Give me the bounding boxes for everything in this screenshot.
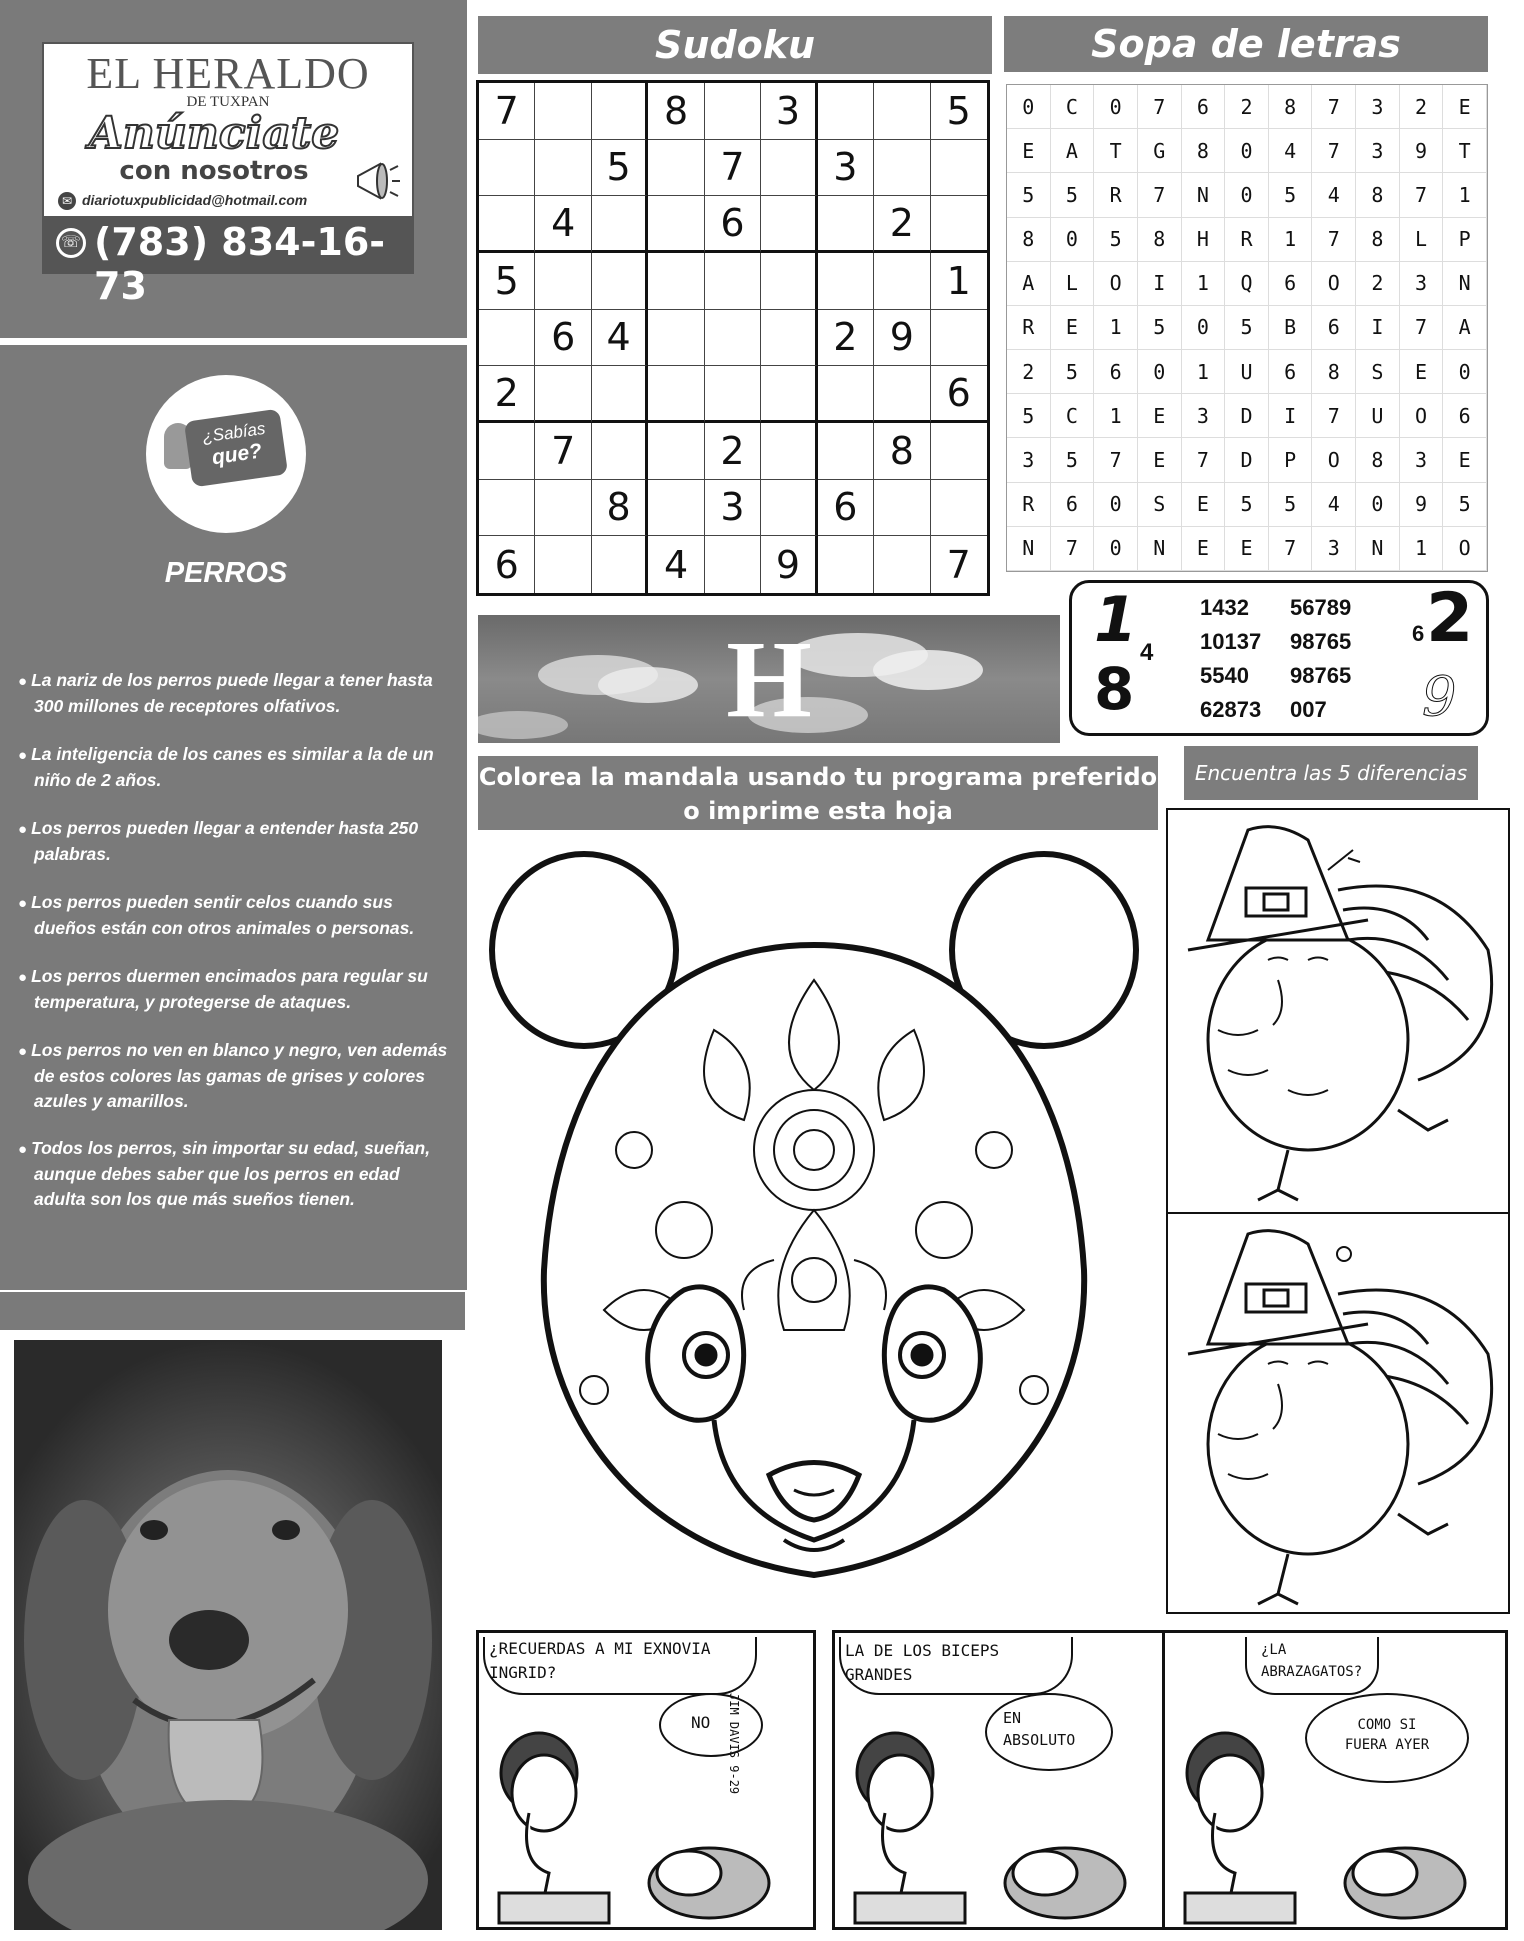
sudoku-cell xyxy=(535,536,591,593)
wordsearch-cell: 7 xyxy=(1400,173,1444,217)
wordsearch-cell: 0 xyxy=(1138,350,1182,394)
comic-panel-3 xyxy=(1162,1630,1508,1930)
fact-item: ● Los perros no ven en blanco y negro, ven además de estos colores las gamas de grises y colores azules y amarillos. xyxy=(10,1038,450,1136)
number-rows xyxy=(1200,591,1386,727)
sudoku-cell: 8 xyxy=(648,83,704,140)
wordsearch-cell: 0 xyxy=(1225,129,1269,173)
wordsearch-cell: E xyxy=(1182,527,1226,571)
sudoku-cell xyxy=(648,253,704,310)
sudoku-cell xyxy=(931,423,987,480)
difference-image-bottom xyxy=(1168,1214,1508,1612)
wordsearch-cell: P xyxy=(1269,438,1313,482)
wordsearch-cell: 6 xyxy=(1051,483,1095,527)
wordsearch-cell: 4 xyxy=(1269,129,1313,173)
wordsearch-cell: 3 xyxy=(1356,129,1400,173)
fact-item: ● Todos los perros, sin importar su edad, sueñan, aunque debes saber que los perros en edad adulta son los que más sueños tienen. xyxy=(10,1136,450,1210)
number-cell: 1432 xyxy=(1200,595,1249,620)
wordsearch-cell: T xyxy=(1443,129,1487,173)
wordsearch-cell: L xyxy=(1051,262,1095,306)
sudoku-cell xyxy=(874,366,930,423)
sudoku-cell xyxy=(648,423,704,480)
wordsearch-cell: 5 xyxy=(1269,483,1313,527)
sudoku-cell: 2 xyxy=(479,366,535,423)
wordsearch-cell: E xyxy=(1138,394,1182,438)
wordsearch-cell: 5 xyxy=(1443,483,1487,527)
sudoku-cell xyxy=(648,310,704,367)
sudoku-cell xyxy=(931,310,987,367)
sudoku-cell: 3 xyxy=(818,140,874,197)
sudoku-cell xyxy=(705,366,761,423)
fact-item: ● Los perros duermen encimados para regular su temperatura, y protegerse de ataques. xyxy=(10,964,450,1038)
sudoku-cell xyxy=(818,196,874,253)
wordsearch-cell: 0 xyxy=(1225,173,1269,217)
sudoku-cell xyxy=(535,253,591,310)
wordsearch-cell: 3 xyxy=(1007,438,1051,482)
number-row xyxy=(1200,625,1386,659)
sudoku-cell xyxy=(818,366,874,423)
wordsearch-cell: 6 xyxy=(1269,262,1313,306)
differences-title: Encuentra las 5 diferencias xyxy=(1184,746,1478,800)
wordsearch-cell: N xyxy=(1443,262,1487,306)
sudoku-cell xyxy=(874,253,930,310)
wordsearch-cell: U xyxy=(1225,350,1269,394)
wordsearch-cell: I xyxy=(1269,394,1313,438)
speech-bubble-icon xyxy=(184,409,288,488)
sudoku-cell xyxy=(761,140,817,197)
wordsearch-cell: 2 xyxy=(1356,262,1400,306)
wordsearch-cell: D xyxy=(1225,394,1269,438)
jon-character xyxy=(1165,1633,1505,1927)
megaphone-icon xyxy=(352,156,402,206)
wordsearch-cell: 0 xyxy=(1443,350,1487,394)
big-number: 1 xyxy=(1094,583,1138,656)
fact-item: ● Los perros pueden sentir celos cuando sus dueños están con otros animales o personas. xyxy=(10,890,450,964)
wordsearch-cell: 5 xyxy=(1051,438,1095,482)
wordsearch-cell: 8 xyxy=(1356,173,1400,217)
wordsearch-cell: S xyxy=(1356,350,1400,394)
wordsearch-cell: 7 xyxy=(1312,85,1356,129)
sabias-title: PERROS xyxy=(164,557,288,589)
big-number: 9 xyxy=(1422,665,1457,728)
comic-speech: ¿LA ABRAZAGATOS? xyxy=(1261,1642,1363,1680)
sudoku-cell: 7 xyxy=(705,140,761,197)
wordsearch-cell: 4 xyxy=(1312,483,1356,527)
wordsearch-cell: 5 xyxy=(1269,173,1313,217)
wordsearch-cell: P xyxy=(1443,218,1487,262)
wordsearch-cell: 2 xyxy=(1400,85,1444,129)
wordsearch-cell: A xyxy=(1051,129,1095,173)
wordsearch-cell: 0 xyxy=(1007,85,1051,129)
sudoku-cell: 7 xyxy=(946,542,971,587)
wordsearch-cell: R xyxy=(1225,218,1269,262)
sudoku-cell: 6 xyxy=(535,310,591,367)
sudoku-cell xyxy=(818,536,874,593)
wordsearch-cell: 0 xyxy=(1094,85,1138,129)
wordsearch-cell: 5 xyxy=(1225,306,1269,350)
sudoku-cell xyxy=(931,140,987,197)
wordsearch-cell: 8 xyxy=(1007,218,1051,262)
comic-panel-2 xyxy=(832,1630,1168,1930)
comic-speech: LA DE LOS BICEPS GRANDES xyxy=(845,1641,1000,1684)
wordsearch-cell: 4 xyxy=(1312,173,1356,217)
ad-headline: Anúnciate xyxy=(88,108,340,159)
sudoku-cell xyxy=(592,366,648,423)
sudoku-cell: 6 xyxy=(705,196,761,253)
wordsearch-cell: Q xyxy=(1225,262,1269,306)
wordsearch-cell: I xyxy=(1138,262,1182,306)
sudoku-cell xyxy=(592,536,648,593)
wordsearch-cell: 0 xyxy=(1356,483,1400,527)
wordsearch-cell: O xyxy=(1094,262,1138,306)
wordsearch-cell: B xyxy=(1269,306,1313,350)
wordsearch-cell: 6 xyxy=(1269,350,1313,394)
sudoku-cell: 9 xyxy=(761,536,817,593)
sudoku-cell xyxy=(648,366,704,423)
ad-box xyxy=(42,42,414,308)
wordsearch-cell: 7 xyxy=(1138,85,1182,129)
wordsearch-cell: 3 xyxy=(1400,438,1444,482)
wordsearch-cell: 5 xyxy=(1051,173,1095,217)
wordsearch-cell: E xyxy=(1182,483,1226,527)
wordsearch-cell: R xyxy=(1007,306,1051,350)
wordsearch-cell: 9 xyxy=(1400,129,1444,173)
sudoku-cell xyxy=(874,536,930,593)
wordsearch-cell: R xyxy=(1094,173,1138,217)
wordsearch-cell: N xyxy=(1182,173,1226,217)
sudoku-cell: 5 xyxy=(592,140,648,197)
sabias-badge-text-1: ¿Sabías xyxy=(201,418,267,447)
wordsearch-cell: 7 xyxy=(1312,129,1356,173)
number-cell: 98765 xyxy=(1290,663,1352,688)
sudoku-cell xyxy=(479,423,535,480)
wordsearch-cell: E xyxy=(1007,129,1051,173)
wordsearch-cell: 1 xyxy=(1094,394,1138,438)
wordsearch-cell: O xyxy=(1443,527,1487,571)
wordsearch-cell: 0 xyxy=(1094,527,1138,571)
wordsearch-cell: G xyxy=(1138,129,1182,173)
wordsearch-grid xyxy=(1006,84,1488,572)
wordsearch-cell: 7 xyxy=(1312,394,1356,438)
wordsearch-cell: O xyxy=(1312,438,1356,482)
sudoku-cell: 2 xyxy=(874,196,930,253)
wordsearch-cell: 1 xyxy=(1094,306,1138,350)
fact-item: ● La nariz de los perros puede llegar a tener hasta 300 millones de receptores olfativos. xyxy=(10,668,450,742)
wordsearch-cell: 1 xyxy=(1269,218,1313,262)
number-cell: 56789 xyxy=(1290,595,1352,620)
sudoku-cell: 1 xyxy=(931,253,987,310)
wordsearch-cell: 7 xyxy=(1312,218,1356,262)
mandala-caption-line-2: o imprime esta hoja xyxy=(683,797,953,825)
fact-item: ● La inteligencia de los canes es similar a la de un niño de 2 años. xyxy=(10,742,450,816)
number-cell: 10137 xyxy=(1200,629,1262,654)
wordsearch-cell: 0 xyxy=(1094,483,1138,527)
sudoku-cell xyxy=(818,253,874,310)
comic-thought: NO xyxy=(691,1713,711,1732)
sky-banner xyxy=(478,615,1060,743)
wordsearch-cell: E xyxy=(1051,306,1095,350)
wordsearch-cell: C xyxy=(1051,85,1095,129)
wordsearch-cell: L xyxy=(1400,218,1444,262)
wordsearch-cell: 7 xyxy=(1400,306,1444,350)
wordsearch-cell: 8 xyxy=(1269,85,1313,129)
wordsearch-cell: U xyxy=(1356,394,1400,438)
fact-item: ● Los perros pueden llegar a entender hasta 250 palabras. xyxy=(10,816,450,890)
sudoku-grid xyxy=(476,80,990,596)
sudoku-cell xyxy=(648,140,704,197)
wordsearch-cell: 8 xyxy=(1182,129,1226,173)
number-row xyxy=(1200,693,1386,727)
sudoku-cell xyxy=(479,480,535,537)
sudoku-cell xyxy=(479,140,535,197)
wordsearch-cell: 7 xyxy=(1182,438,1226,482)
wordsearch-cell: R xyxy=(1007,483,1051,527)
sudoku-cell xyxy=(761,253,817,310)
comic-signature: JIM DAVIS 9-29 xyxy=(727,1693,741,1795)
sudoku-cell: 6 xyxy=(931,366,987,423)
big-number: 2 xyxy=(1426,579,1474,658)
wordsearch-cell: 2 xyxy=(1007,350,1051,394)
wordsearch-cell: E xyxy=(1443,438,1487,482)
sudoku-cell xyxy=(648,480,704,537)
sudoku-cell: 3 xyxy=(705,480,761,537)
ad-subheadline: con nosotros xyxy=(119,156,309,186)
sudoku-cell xyxy=(761,366,817,423)
comic-panel-1 xyxy=(476,1630,816,1930)
sudoku-cell xyxy=(479,310,535,367)
sudoku-cell xyxy=(535,366,591,423)
wordsearch-cell: 9 xyxy=(1400,483,1444,527)
difference-image-top xyxy=(1168,810,1508,1214)
sudoku-cell: 4 xyxy=(592,310,648,367)
number-cell: 5540 xyxy=(1200,663,1249,688)
phone-icon: ☏ xyxy=(56,228,86,258)
wordsearch-cell: 1 xyxy=(1182,262,1226,306)
sudoku-cell xyxy=(592,83,648,140)
sudoku-cell xyxy=(761,196,817,253)
wordsearch-cell: 8 xyxy=(1312,350,1356,394)
wordsearch-cell: 6 xyxy=(1312,306,1356,350)
ad-email: diariotuxpublicidad@hotmail.com xyxy=(82,192,308,208)
left-divider-bar xyxy=(0,1292,465,1330)
sabias-badge-text-2: que? xyxy=(210,439,264,470)
wordsearch-cell: 3 xyxy=(1400,262,1444,306)
wordsearch-cell: 5 xyxy=(1138,306,1182,350)
puzzle-letter: H xyxy=(726,618,812,740)
comic-thought: COMO SI FUERA AYER xyxy=(1344,1717,1430,1753)
sudoku-cell xyxy=(535,480,591,537)
wordsearch-cell: D xyxy=(1225,438,1269,482)
sudoku-cell xyxy=(818,83,874,140)
wordsearch-cell: C xyxy=(1051,394,1095,438)
sudoku-cell xyxy=(874,83,930,140)
small-number: 4 xyxy=(1140,639,1154,666)
wordsearch-cell: E xyxy=(1225,527,1269,571)
sudoku-cell xyxy=(592,253,648,310)
panda-mandala xyxy=(484,850,1144,1590)
dog-photo xyxy=(14,1340,442,1930)
wordsearch-cell: E xyxy=(1400,350,1444,394)
wordsearch-cell: 1 xyxy=(1182,350,1226,394)
wordsearch-cell: N xyxy=(1007,527,1051,571)
sudoku-cell: 7 xyxy=(535,423,591,480)
big-number: 8 xyxy=(1094,655,1135,723)
wordsearch-cell: 5 xyxy=(1007,394,1051,438)
wordsearch-cell: 5 xyxy=(1051,350,1095,394)
wordsearch-cell: 8 xyxy=(1138,218,1182,262)
facts-list xyxy=(10,668,450,1210)
wordsearch-cell: N xyxy=(1138,527,1182,571)
sudoku-cell: 5 xyxy=(931,83,987,140)
differences-box xyxy=(1166,808,1510,1614)
sabias-badge xyxy=(146,375,306,533)
sudoku-title: Sudoku xyxy=(478,16,992,74)
small-number: 6 xyxy=(1412,621,1425,646)
wordsearch-cell: 3 xyxy=(1312,527,1356,571)
sudoku-cell xyxy=(648,196,704,253)
wordsearch-cell: 0 xyxy=(1051,218,1095,262)
wordsearch-cell: I xyxy=(1356,306,1400,350)
sudoku-cell: 4 xyxy=(648,536,704,593)
sudoku-cell xyxy=(592,423,648,480)
sudoku-cell: 3 xyxy=(761,83,817,140)
wordsearch-cell: 3 xyxy=(1356,85,1400,129)
wordsearch-cell: T xyxy=(1094,129,1138,173)
wordsearch-cell: 1 xyxy=(1400,527,1444,571)
wordsearch-cell: 7 xyxy=(1138,173,1182,217)
wordsearch-cell: 0 xyxy=(1182,306,1226,350)
wordsearch-cell: 5 xyxy=(1007,173,1051,217)
number-row xyxy=(1200,591,1386,625)
wordsearch-cell: 1 xyxy=(1443,173,1487,217)
wordsearch-cell: 7 xyxy=(1094,438,1138,482)
paper-sub: DE TUXPAN xyxy=(186,94,270,110)
sudoku-cell xyxy=(535,83,591,140)
jon-character xyxy=(479,1633,813,1927)
wordsearch-cell: O xyxy=(1400,394,1444,438)
comic-thought: EN ABSOLUTO xyxy=(1003,1709,1076,1749)
wordsearch-title: Sopa de letras xyxy=(1004,16,1488,72)
mandala-caption xyxy=(478,756,1158,830)
wordsearch-cell: 7 xyxy=(1269,527,1313,571)
wordsearch-cell: 6 xyxy=(1182,85,1226,129)
comic-speech: ¿RECUERDAS A MI EXNOVIA INGRID? xyxy=(489,1639,711,1682)
email-icon: ✉ xyxy=(58,192,76,210)
sudoku-cell xyxy=(535,140,591,197)
wordsearch-cell: E xyxy=(1138,438,1182,482)
sudoku-cell: 2 xyxy=(818,310,874,367)
sudoku-cell xyxy=(761,310,817,367)
sudoku-cell xyxy=(818,423,874,480)
number-cell: 007 xyxy=(1290,697,1327,722)
wordsearch-cell: H xyxy=(1182,218,1226,262)
sudoku-cell xyxy=(705,310,761,367)
sudoku-cell: 6 xyxy=(818,480,874,537)
wordsearch-cell: 7 xyxy=(1051,527,1095,571)
wordsearch-cell: A xyxy=(1007,262,1051,306)
sudoku-cell xyxy=(931,480,987,537)
sudoku-cell xyxy=(705,83,761,140)
wordsearch-cell: S xyxy=(1138,483,1182,527)
number-row xyxy=(1200,659,1386,693)
sudoku-cell xyxy=(874,480,930,537)
wordsearch-cell: N xyxy=(1356,527,1400,571)
sudoku-cell: 9 xyxy=(874,310,930,367)
number-puzzle-box xyxy=(1069,580,1489,736)
wordsearch-cell: 6 xyxy=(1094,350,1138,394)
sudoku-cell xyxy=(592,196,648,253)
sudoku-cell xyxy=(931,196,987,253)
sudoku-cell: 8 xyxy=(592,480,648,537)
wordsearch-cell: A xyxy=(1443,306,1487,350)
mandala-caption-line-1: Colorea la mandala usando tu programa preferido xyxy=(478,763,1158,791)
wordsearch-cell: 6 xyxy=(1443,394,1487,438)
sudoku-cell: 2 xyxy=(705,423,761,480)
sudoku-cell xyxy=(761,423,817,480)
jon-character xyxy=(835,1633,1165,1927)
number-cell: 62873 xyxy=(1200,697,1262,722)
sudoku-cell: 7 xyxy=(479,83,535,140)
sudoku-cell xyxy=(705,536,761,593)
wordsearch-cell: E xyxy=(1443,85,1487,129)
wordsearch-cell: O xyxy=(1312,262,1356,306)
wordsearch-cell: 5 xyxy=(1225,483,1269,527)
wordsearch-cell: 8 xyxy=(1356,218,1400,262)
sudoku-cell xyxy=(874,140,930,197)
wordsearch-cell: 2 xyxy=(1225,85,1269,129)
wordsearch-cell: 8 xyxy=(1356,438,1400,482)
wordsearch-cell: 5 xyxy=(1094,218,1138,262)
ad-phone: (783) 834-16-73 xyxy=(94,220,386,308)
sudoku-cell xyxy=(479,196,535,253)
wordsearch-cell: 3 xyxy=(1182,394,1226,438)
sudoku-cell: 5 xyxy=(479,253,535,310)
paper-name: EL HERALDO xyxy=(86,49,370,98)
sudoku-cell: 8 xyxy=(874,423,930,480)
sudoku-cell: 4 xyxy=(535,196,591,253)
number-cell: 98765 xyxy=(1290,629,1352,654)
sudoku-cell xyxy=(705,253,761,310)
sudoku-cell xyxy=(761,480,817,537)
sudoku-cell: 6 xyxy=(479,536,535,593)
